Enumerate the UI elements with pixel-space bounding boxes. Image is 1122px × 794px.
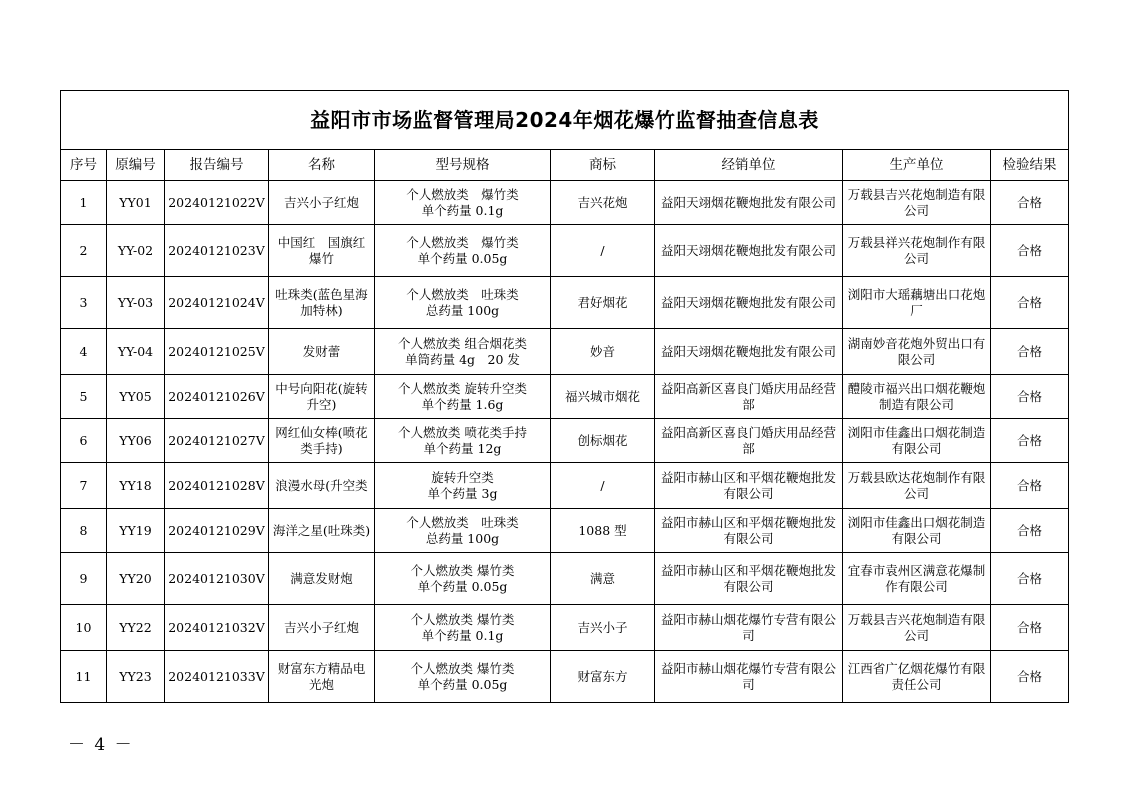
cell-result: 合格	[991, 181, 1069, 225]
cell-report-id: 20240121030V	[165, 553, 269, 605]
cell-brand: 创标烟花	[551, 419, 655, 463]
cell-spec	[375, 605, 551, 651]
spec-quantity: 单个药量 0.05g	[417, 578, 508, 594]
cell-seq: 5	[61, 375, 107, 419]
cell-orig-id: YY22	[107, 605, 165, 651]
cell-report-id: 20240121022V	[165, 181, 269, 225]
table-row	[61, 375, 1069, 419]
cell-orig-id: YY05	[107, 375, 165, 419]
cell-dealer: 益阳市赫山烟花爆竹专营有限公司	[655, 651, 843, 703]
cell-orig-id: YY-03	[107, 277, 165, 329]
cell-name: 发财蕾	[269, 329, 375, 375]
cell-orig-id: YY23	[107, 651, 165, 703]
table-row	[61, 225, 1069, 277]
cell-dealer: 益阳市赫山区和平烟花鞭炮批发有限公司	[655, 509, 843, 553]
cell-orig-id: YY18	[107, 463, 165, 509]
spec-category: 个人燃放类 吐珠类	[406, 286, 519, 302]
header-dealer: 经销单位	[655, 150, 843, 181]
cell-dealer: 益阳市赫山区和平烟花鞭炮批发有限公司	[655, 463, 843, 509]
spec-category: 个人燃放类 爆竹类	[410, 660, 515, 676]
cell-seq: 3	[61, 277, 107, 329]
spec-category: 个人燃放类 喷花类手持	[398, 424, 527, 440]
spec-category: 个人燃放类 爆竹类	[406, 186, 519, 202]
header-seq: 序号	[61, 150, 107, 181]
cell-name: 中国红 国旗红爆竹	[269, 225, 375, 277]
cell-name: 吉兴小子红炮	[269, 181, 375, 225]
cell-name: 中号向阳花(旋转升空)	[269, 375, 375, 419]
cell-orig-id: YY19	[107, 509, 165, 553]
spec-category: 个人燃放类 旋转升空类	[398, 380, 527, 396]
cell-report-id: 20240121023V	[165, 225, 269, 277]
header-spec: 型号规格	[375, 150, 551, 181]
spec-quantity: 单个药量 0.1g	[421, 202, 504, 218]
table-row	[61, 463, 1069, 509]
table-row	[61, 181, 1069, 225]
cell-maker: 浏阳市佳鑫出口烟花制造有限公司	[843, 419, 991, 463]
cell-brand: 福兴城市烟花	[551, 375, 655, 419]
table-row	[61, 329, 1069, 375]
cell-maker: 万载县吉兴花炮制造有限公司	[843, 181, 991, 225]
spec-quantity: 单个药量 1.6g	[421, 396, 504, 412]
cell-dealer: 益阳天翊烟花鞭炮批发有限公司	[655, 225, 843, 277]
cell-brand: /	[551, 463, 655, 509]
cell-brand: 满意	[551, 553, 655, 605]
cell-orig-id: YY06	[107, 419, 165, 463]
header-name: 名称	[269, 150, 375, 181]
cell-result: 合格	[991, 375, 1069, 419]
inspection-table-container	[60, 90, 1068, 703]
spec-quantity: 单个药量 0.05g	[417, 676, 508, 692]
cell-brand: 1088 型	[551, 509, 655, 553]
cell-spec	[375, 277, 551, 329]
cell-spec	[375, 419, 551, 463]
table-row	[61, 605, 1069, 651]
cell-seq: 1	[61, 181, 107, 225]
cell-result: 合格	[991, 553, 1069, 605]
cell-result: 合格	[991, 419, 1069, 463]
cell-maker: 浏阳市佳鑫出口烟花制造有限公司	[843, 509, 991, 553]
cell-dealer: 益阳天翊烟花鞭炮批发有限公司	[655, 181, 843, 225]
spec-category: 个人燃放类 爆竹类	[410, 562, 515, 578]
spec-quantity: 单个药量 0.05g	[417, 250, 508, 266]
page-title: 益阳市市场监督管理局2024年烟花爆竹监督抽查信息表	[61, 91, 1069, 150]
cell-seq: 6	[61, 419, 107, 463]
cell-seq: 10	[61, 605, 107, 651]
cell-brand: 吉兴小子	[551, 605, 655, 651]
spec-category: 旋转升空类	[431, 469, 494, 485]
cell-dealer: 益阳高新区喜良门婚庆用品经营部	[655, 375, 843, 419]
cell-maker: 浏阳市大瑶藕塘出口花炮厂	[843, 277, 991, 329]
table-body	[61, 181, 1069, 703]
cell-report-id: 20240121024V	[165, 277, 269, 329]
spec-quantity: 单个药量 3g	[427, 485, 498, 501]
cell-spec	[375, 375, 551, 419]
header-maker: 生产单位	[843, 150, 991, 181]
cell-maker: 江西省广亿烟花爆竹有限责任公司	[843, 651, 991, 703]
cell-dealer: 益阳高新区喜良门婚庆用品经营部	[655, 419, 843, 463]
cell-report-id: 20240121028V	[165, 463, 269, 509]
cell-name: 网红仙女棒(喷花类手持)	[269, 419, 375, 463]
cell-name: 财富东方精品电光炮	[269, 651, 375, 703]
cell-orig-id: YY20	[107, 553, 165, 605]
cell-seq: 2	[61, 225, 107, 277]
cell-dealer: 益阳天翊烟花鞭炮批发有限公司	[655, 329, 843, 375]
header-report-id: 报告编号	[165, 150, 269, 181]
cell-result: 合格	[991, 463, 1069, 509]
spec-quantity: 单个药量 0.1g	[421, 627, 504, 643]
cell-maker: 万载县祥兴花炮制作有限公司	[843, 225, 991, 277]
cell-maker: 醴陵市福兴出口烟花鞭炮制造有限公司	[843, 375, 991, 419]
cell-seq: 4	[61, 329, 107, 375]
cell-report-id: 20240121029V	[165, 509, 269, 553]
cell-name: 吐珠类(蓝色星海加特林)	[269, 277, 375, 329]
cell-brand: 君好烟花	[551, 277, 655, 329]
cell-dealer: 益阳天翊烟花鞭炮批发有限公司	[655, 277, 843, 329]
cell-maker: 宜春市袁州区满意花爆制作有限公司	[843, 553, 991, 605]
cell-report-id: 20240121033V	[165, 651, 269, 703]
header-result: 检验结果	[991, 150, 1069, 181]
spec-category: 个人燃放类 组合烟花类	[398, 335, 527, 351]
cell-spec	[375, 225, 551, 277]
header-orig-id: 原编号	[107, 150, 165, 181]
cell-report-id: 20240121027V	[165, 419, 269, 463]
cell-spec	[375, 463, 551, 509]
spec-quantity: 总药量 100g	[425, 302, 500, 318]
cell-spec	[375, 329, 551, 375]
table-row	[61, 509, 1069, 553]
cell-dealer: 益阳市赫山烟花爆竹专营有限公司	[655, 605, 843, 651]
header-brand: 商标	[551, 150, 655, 181]
cell-maker: 万载县吉兴花炮制造有限公司	[843, 605, 991, 651]
cell-orig-id: YY-04	[107, 329, 165, 375]
table-row	[61, 277, 1069, 329]
cell-name: 满意发财炮	[269, 553, 375, 605]
cell-seq: 8	[61, 509, 107, 553]
spec-category: 个人燃放类 爆竹类	[410, 611, 515, 627]
cell-brand: 财富东方	[551, 651, 655, 703]
table-row	[61, 553, 1069, 605]
cell-name: 浪漫水母(升空类	[269, 463, 375, 509]
spec-category: 个人燃放类 爆竹类	[406, 234, 519, 250]
cell-report-id: 20240121032V	[165, 605, 269, 651]
cell-brand: /	[551, 225, 655, 277]
cell-seq: 9	[61, 553, 107, 605]
cell-orig-id: YY01	[107, 181, 165, 225]
cell-spec	[375, 651, 551, 703]
cell-result: 合格	[991, 329, 1069, 375]
cell-result: 合格	[991, 605, 1069, 651]
cell-name: 吉兴小子红炮	[269, 605, 375, 651]
cell-name: 海洋之星(吐珠类)	[269, 509, 375, 553]
cell-result: 合格	[991, 509, 1069, 553]
cell-dealer: 益阳市赫山区和平烟花鞭炮批发有限公司	[655, 553, 843, 605]
spec-category: 个人燃放类 吐珠类	[406, 514, 519, 530]
cell-result: 合格	[991, 225, 1069, 277]
cell-result: 合格	[991, 277, 1069, 329]
cell-spec	[375, 509, 551, 553]
inspection-table	[60, 90, 1069, 703]
cell-maker: 湖南妙音花炮外贸出口有限公司	[843, 329, 991, 375]
cell-seq: 11	[61, 651, 107, 703]
cell-spec	[375, 553, 551, 605]
table-header-row	[61, 150, 1069, 181]
spec-quantity: 总药量 100g	[425, 530, 500, 546]
page-number: － 4 －	[68, 735, 134, 755]
spec-quantity: 单个药量 12g	[423, 440, 502, 456]
cell-maker: 万载县欧达花炮制作有限公司	[843, 463, 991, 509]
cell-result: 合格	[991, 651, 1069, 703]
cell-report-id: 20240121026V	[165, 375, 269, 419]
cell-seq: 7	[61, 463, 107, 509]
cell-report-id: 20240121025V	[165, 329, 269, 375]
spec-quantity: 单筒药量 4g 20 发	[405, 351, 520, 367]
cell-spec	[375, 181, 551, 225]
cell-brand: 吉兴花炮	[551, 181, 655, 225]
cell-orig-id: YY-02	[107, 225, 165, 277]
table-row	[61, 651, 1069, 703]
table-row	[61, 419, 1069, 463]
cell-brand: 妙音	[551, 329, 655, 375]
